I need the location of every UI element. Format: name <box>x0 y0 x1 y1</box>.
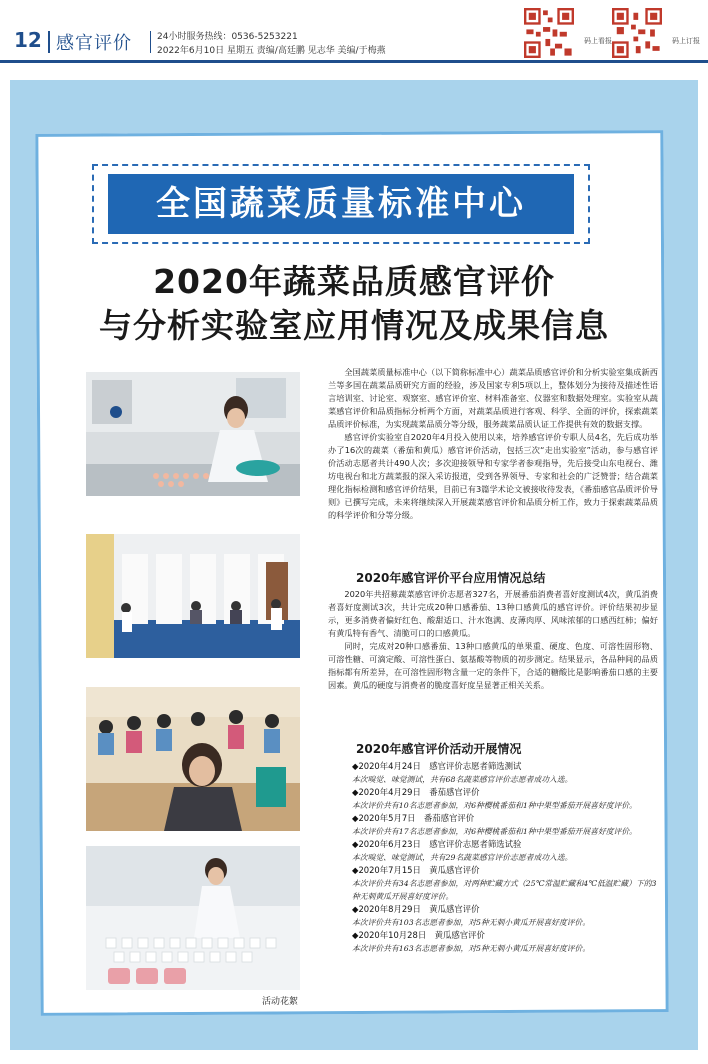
event-title: ◆2020年10月28日 黄瓜感官评价 <box>352 930 485 940</box>
header-rule <box>0 60 708 63</box>
intro-paragraph: 感官评价实验室自2020年4月投入使用以来，培养感官评价专职人员4名，先后成功举办了16次的蔬菜（番茄和黄瓜）感官评价活动，包括三次“走出实验室”活动，参与感官评价活动志愿者共计490人次；多次迎接领导和专家学者参观指导，先后接受山东电视台、潍坊电视台和北方蔬菜报的深入采访报道，受到各界领导、专家和社会的广泛赞誉；结合蔬菜理化指标检测和感官评价结果，目前已有3篇学术论文被接收待发表，《番茄感官品质评价导则》已撰写完成，未来将继续深入开展蔬菜感官评价和品质分析工作，致力于探索蔬菜品质的科学评价和分等分级。 <box>328 432 658 520</box>
event-crowd-photo <box>86 687 300 831</box>
hotline: 24小时服务热线：0536-5253221 <box>157 32 298 42</box>
photo-caption: 活动花絮 <box>262 997 299 1007</box>
sample-cups-photo <box>86 846 300 990</box>
headline-line-2: 与分析实验室应用情况及成果信息 <box>99 306 609 345</box>
event-title: ◆2020年8月29日 黄瓜感官评价 <box>352 904 480 914</box>
event-description: 本次评价共有17名志愿者参加，对6种樱桃番茄和1种中果型番茄开展喜好度评价。 <box>352 827 637 836</box>
lab-photo <box>86 372 300 496</box>
intro-paragraph: 全国蔬菜质量标准中心（以下简称标准中心）蔬菜品质感官评价和分析实验室集成新西兰等多国在蔬菜品质研究方面的经验，涉及国家专利5项以上，整体划分为接待及描述性语言培训室、讨论室、观察室、感官评价室、材料准备室、仪器室和数据处理室。实验室从蔬菜感官评价和品质指标分析两个方面，对蔬菜品质进行客观、科学、全面的评价，探索蔬菜品质评价标准，为实现蔬菜品质分等分级，服务蔬菜品质认证工作提供有效的数据支撑。 <box>328 367 658 429</box>
qr-code-icon[interactable] <box>524 8 574 58</box>
divider <box>48 31 50 53</box>
qr-right-label: 码上订报 <box>672 37 700 45</box>
event-description: 本次嗅觉、味觉测试，共有29名蔬菜感官评价志愿者成功入选。 <box>352 853 573 862</box>
section-name: 感官评价 <box>56 33 132 54</box>
tasting-booths-photo <box>86 534 300 658</box>
event-list <box>352 760 662 955</box>
event-description: 本次评价共有163名志愿者参加，对5种无刺小黄瓜开展喜好度评价。 <box>352 944 591 953</box>
divider <box>150 31 151 53</box>
event-description: 本次评价共有34名志愿者参加，对两种贮藏方式（25℃常温贮藏和4℃低温贮藏）下的3种无刺黄瓜开展喜好度评价。 <box>352 879 657 901</box>
event-item <box>352 812 662 838</box>
qr-code-icon[interactable] <box>612 8 662 58</box>
event-title: ◆2020年4月24日 感官评价志愿者筛选测试 <box>352 761 522 771</box>
event-item <box>352 760 662 786</box>
event-description: 本次评价共有103名志愿者参加，对5种无刺小黄瓜开展喜好度评价。 <box>352 918 591 927</box>
credits: 2022年6月10日 星期五 责编/高廷鹏 见志华 美编/于梅燕 <box>157 46 386 56</box>
event-title: ◆2020年4月29日 番茄感官评价 <box>352 787 480 797</box>
event-item <box>352 864 662 903</box>
page-number: 12 <box>14 28 42 52</box>
intro-text <box>328 366 658 522</box>
section-heading: 2020年感官评价活动开展情况 <box>356 742 522 756</box>
section-heading: 2020年感官评价平台应用情况总结 <box>356 571 546 585</box>
event-description: 本次评价共有10名志愿者参加，对6种樱桃番茄和1种中果型番茄开展喜好度评价。 <box>352 801 637 810</box>
event-description: 本次嗅觉、味觉测试，共有68名蔬菜感官评价志愿者成功入选。 <box>352 775 573 784</box>
section1-paragraph: 2020年共招募蔬菜感官评价志愿者327名，开展番茄消费者喜好度测试4次，黄瓜消费者喜好度测试3次，共计完成20种口感番茄、13种口感黄瓜的感官评价。评价结果初步显示，更多消费者偏好红色、酸甜适口、汁水饱满、皮薄肉厚、风味浓郁的口感西红柿；偏好有黄瓜特有香气、清脆可口的口感黄瓜。 <box>328 589 658 638</box>
event-item <box>352 929 662 955</box>
qr-left-label: 码上看报 <box>584 37 612 45</box>
event-title: ◆2020年5月7日 番茄感官评价 <box>352 813 475 823</box>
banner-title: 全国蔬菜质量标准中心 <box>108 174 574 234</box>
event-item <box>352 903 662 929</box>
event-item <box>352 786 662 812</box>
event-title: ◆2020年7月15日 黄瓜感官评价 <box>352 865 480 875</box>
headline-line-1: 2020年蔬菜品质感官评价 <box>153 262 555 301</box>
page-header <box>0 0 708 62</box>
event-item <box>352 838 662 864</box>
section1-paragraph: 同时，完成对20种口感番茄、13种口感黄瓜的单果重、硬度、色度、可溶性固形物、可溶性糖、可滴定酸、可溶性蛋白、氨基酸等物质的初步测定。结果显示，各品种间的品质指标都有所差异，在可溶性固形物含量一定的条件下，合适的糖酸比是影响番茄口感的主要因素。黄瓜的硬度与消费者的脆度喜好度呈显著正相关关系。 <box>328 641 658 690</box>
section1-text <box>328 588 658 692</box>
event-title: ◆2020年6月23日 感官评价志愿者筛选试验 <box>352 839 522 849</box>
